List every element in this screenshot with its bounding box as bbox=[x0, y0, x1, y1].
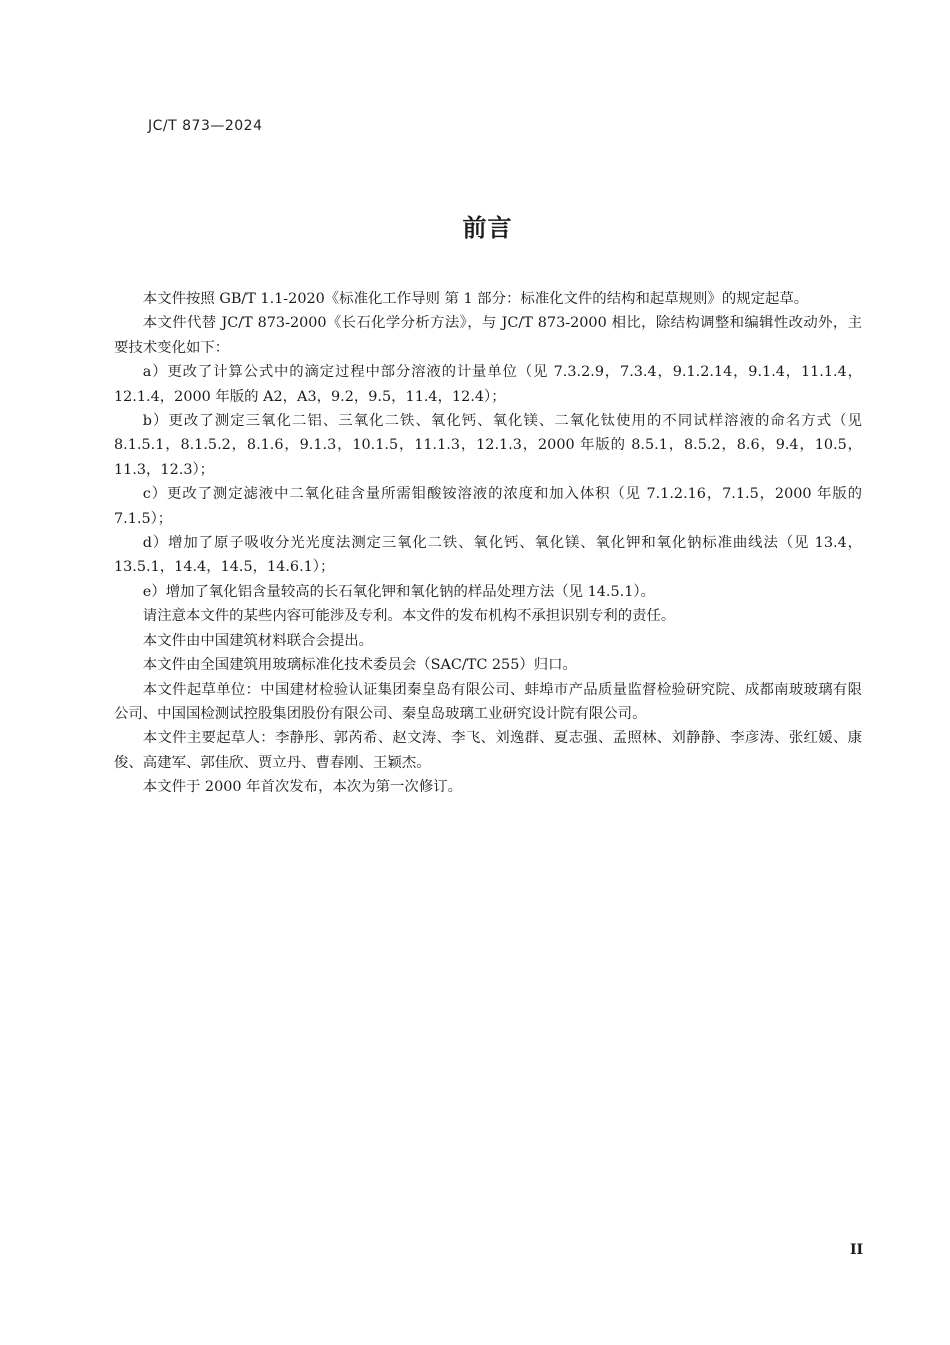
page-title: 前言 bbox=[462, 214, 513, 242]
paragraph-drafters: 本文件主要起草人：李静彤、郭芮希、赵文涛、李飞、刘逸群、夏志强、孟照林、刘静静、李彦涛、张红媛、康俊、高建军、郭佳欣、贾立丹、曹春刚、王颖杰。 bbox=[114, 730, 862, 771]
paragraph-history: 本文件于 2000 年首次发布，本次为第一次修订。 bbox=[142, 779, 462, 796]
paragraph-patent-notice: 请注意本文件的某些内容可能涉及专利。本文件的发布机构不承担识别专利的责任。 bbox=[142, 608, 676, 625]
list-item-change-d: d）增加了原子吸收分光光度法测定三氧化二铁、氧化钙、氧化镁、氧化钾和氧化钠标准曲线法（见 13.4，13.5.1，14.4，14.5，14.6.1）； bbox=[114, 535, 862, 576]
list-item-change-a: a）更改了计算公式中的滴定过程中部分溶液的计量单位（见 7.3.2.9，7.3.4，9.1.2.14，9.1.4，11.1.4，12.1.4，2000 年版的 A2，A3，9.2，9.5，11.4，12.4）； bbox=[114, 364, 862, 405]
document-code: JC/T 873—2024 bbox=[148, 118, 263, 134]
list-item-change-e: e）增加了氧化铝含量较高的长石氧化钾和氧化钠的样品处理方法（见 14.5.1）。 bbox=[142, 583, 655, 600]
paragraph-drafting-units: 本文件起草单位：中国建材检验认证集团秦皇岛有限公司、蚌埠市产品质量监督检验研究院、成都南玻玻璃有限公司、中国国检测试控股集团股份有限公司、秦皇岛玻璃工业研究设计院有限公司。 bbox=[114, 681, 862, 722]
list-item-change-c: c）更改了测定滤液中二氧化硅含量所需钼酸铵溶液的浓度和加入体积（见 7.1.2.16，7.1.5，2000 年版的 7.1.5）； bbox=[114, 486, 862, 527]
page-number: II bbox=[850, 1242, 864, 1258]
paragraph-replacement: 本文件代替 JC/T 873-2000《长石化学分析方法》，与 JC/T 873-2000 相比，除结构调整和编辑性改动外，主要技术变化如下： bbox=[114, 315, 862, 356]
paragraph-proposer: 本文件由中国建筑材料联合会提出。 bbox=[142, 632, 374, 649]
paragraph-committee: 本文件由全国建筑用玻璃标准化技术委员会（SAC/TC 255）归口。 bbox=[142, 657, 577, 674]
foreword-body bbox=[114, 287, 862, 800]
paragraph-drafting-rules: 本文件按照 GB/T 1.1-2020《标准化工作导则 第 1 部分：标准化文件的结构和起草规则》的规定起草。 bbox=[142, 291, 809, 307]
list-item-change-b: b）更改了测定三氧化二铝、三氧化二铁、氧化钙、氧化镁、二氧化钛使用的不同试样溶液的命名方式（见 8.1.5.1，8.1.5.2，8.1.6，9.1.3，10.1.5，11.1.3，12.1.3，2000 年版的 8.5.1，8.5.2，8.6，9.4，10.5，11.3，12.3）； bbox=[114, 413, 862, 478]
